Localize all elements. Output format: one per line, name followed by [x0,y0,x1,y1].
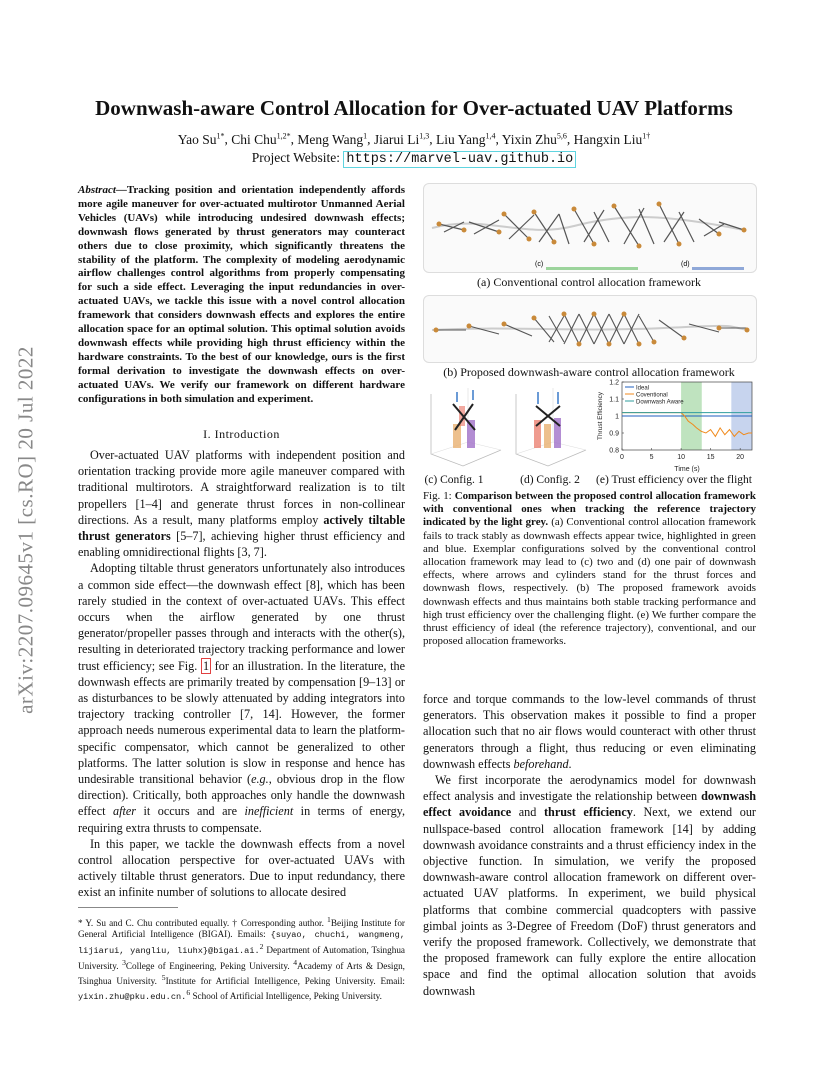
y-tick-label: 1.2 [609,379,619,387]
y-tick-label: 0.9 [609,430,619,438]
uav-trajectory-proposed [424,296,756,362]
author: Liu Yang$^{1,4}$ [436,131,496,147]
author: Yao $Su^{1*}$ [177,131,225,147]
intro-paragraph-5: We first incorporate the aerodynamics model for downwash effect analysis and investigate the relationship between downwash effect avoidance and thrust efficiency. Next, we extend our nullspace-based control allocation framework [14] by adding downwash avoidance constraints and a thrust efficiency index in the objective function. In simulation, we verify the proposed downwash-aware control allocation framework on different over-actuated UAV platforms. In experiment, we build physical platforms that combine commercial quadcopters with passive gimbal joints as 3-Degree of Freedom (DoF) thrust generators and verify the proposed framework. Collectively, we demonstrate that the proposed framework can fully explore the entire allocation space and find the optimal allocation solution that avoids downwash [423,773,756,998]
section-heading-introduction: I. Introduction [203,427,280,441]
author-list: Yao $Su^{1*}$, Chi Chu$^{1,2*}$, Meng Wang$^1$, Jiarui Li$^{1,3}$, Liu Yang$^{1,4}$, Yixin Zhu$^{5,6}$, Hangxin Liu$^{1\dagger}$ [177,131,651,147]
intro-right-column [423,691,756,999]
legend-entry: Coventional [636,392,668,399]
marker-c: (c) [535,261,544,268]
uav-trajectory-conventional [424,184,756,272]
x-tick-label: 15 [706,454,715,461]
project-website [0,150,828,167]
green-highlight-bar [546,267,638,270]
y-tick-label: 1 [615,413,619,421]
x-axis-label: Time (s) [674,466,700,473]
author: Chi Chu$^{1,2*}$ [231,131,291,147]
figure-1-caption: Fig. 1: Comparison between the proposed control allocation framework with conventional ones when tracking the reference trajectory indicated by the light grey. (a) Conventional control allocation framework fails to track stably as downwash effects appear twice, highlighted in green and blue. Exemplar configurations solved by the conventional control allocation framework may lead to (c) two and (d) one pair of downwash effects, where arrows and cylinders stand for the thrust forces and downwash flows, respectively. (b) The proposed framework avoids downwash effects and thus maintains both stable tracking performance and high trust efficiency over the challenging flight. (e) We further compare the thrust efficiency of ideal (the reference trajectory), conventional, and our proposed allocation frameworks. [423,490,756,648]
caption-panel-c: (c) Config. 1 [424,474,484,486]
abstract [78,184,405,407]
abstract-text: Tracking position and orientation independently affords more agile maneuver for over-actuated multirotor Unmanned Aerial Vehicles (UAVs) while introducing undesired downwash effects; downwash flows generated by thrust generators may counteract others due to close proximity, which significantly threatens the stability of the platform. The complexity of modeling aerodynamic airflow challenges control algorithms from properly compensating for such a side effect. Leveraging the input redundancies in over-actuated UAVs, we tackle this issue with a novel control allocation framework that considers downwash effects and explores the entire allocation space for an optimal solution. This optimal solution avoids downwash effects while providing high thrust efficiency within the hardware constraints. To the best of our knowledge, ours is the first formal derivation to investigate the downwash effects on over-actuated UAVs. We verify our framework on different hardware configurations in both simulation and experiment. [78,184,405,405]
figure-panel-e [592,376,756,476]
author: Hangxin Liu$^{1\dagger}$ [573,131,651,147]
caption-panel-d: (d) Config. 2 [520,474,580,486]
x-tick-label: 20 [736,454,745,461]
thrust-efficiency-chart [592,376,756,476]
caption-panel-e: (e) Trust efficiency over the flight [596,474,752,486]
author: Yixin Zhu$^{5,6}$ [501,131,567,147]
caption-panel-b: (b) Proposed downwash-aware control allocation framework [443,365,735,379]
x-tick-label: 10 [677,454,685,461]
figure-panel-a [423,183,757,273]
paper-title: Downwash-aware Control Allocation for Over-actuated UAV Platforms [95,96,733,120]
x-tick-label: 0 [620,454,624,461]
arxiv-id: arXiv:2207.09645v1 [cs.RO] 20 Jul 2022 [13,346,38,714]
intro-left-column [78,447,405,901]
footnote: * Y. Su and C. Chu contributed equally. † Corresponding author. $^1$Beijing Institute for General Artificial Intelligence (BIGAI). Emails: {suyao, chuchi, wangmeng, lijiarui, yangliu, liuhx}@bigai.ai.$^2$ Department of Automation, Tsinghua University. $^3$College of Engineering, Peking University. $^4$Academy of Arts & Design, Tsinghua University. $^5$Institute for Artificial Intelligence, Peking University. Email: yixin.zhu@pku.edu.cn.$^6$ School of Artificial Intelligence, Peking University. [78,915,406,1003]
marker-d: (d) [681,261,690,268]
figure-panel-c [423,384,505,470]
intro-paragraph-1: Over-actuated UAV platforms with independent position and orientation tracking provide more agile maneuver compared with traditional multirotors. A straightforward realization is to tilt propellers [1–4] and generate thrust forces in non-collinear directions. As a result, many platforms employ actively tiltable thrust generators [5–7], achieving higher thrust efficiency and enabling omnidirectional flights [3, 7]. [78,448,405,560]
y-tick-label: 1.1 [609,396,619,404]
figure-panel-b [423,295,757,363]
config-2-3d-plot [508,384,590,470]
intro-paragraph-2: Adopting tiltable thrust generators unfortunately also introduces a common side effect—the downwash effect [8], which has been rarely studied in the context of over-actuated UAVs. This effect occurs when the airflow generated by one thrust generator/propeller passes through and interacts with the other(s), resulting in deteriorated trajectory tracking performance and lower trust efficiency; see Fig. 1 for an illustration. In the literature, the downwash effects are primarily treated by compensation [9–13] or as disturbances to be slowly attenuated by adding integrators into trajectory tracking controller [7, 14]. However, the former approach needs numerous experimental data to learn the platform-specific compensator, which cannot be generalized to other platforms. The latter solution is slow in response and hence has undesirable transitional behavior (e.g., obvious drop in the flow direction). Critically, both approaches only handle the downwash effect after it occurs and are inefficient in terms of energy, requiring extra thrusts to compensate. [78,561,406,835]
x-tick-label: 5 [649,454,654,461]
arxiv-sidebar [8,300,44,760]
fig-1-link[interactable]: 1 [202,658,210,673]
config-1-3d-plot [423,384,505,470]
abstract-label: Abstract— [78,184,127,196]
blue-highlight-bar [692,267,744,270]
legend-entry: Ideal [636,385,650,392]
project-url-link[interactable]: https://marvel-uav.github.io [343,151,576,168]
figure-panel-d [508,384,590,470]
legend-entry: Downwash Aware [636,399,684,406]
y-axis-label: Thrust Efficiency [597,392,604,440]
author: Meng Wang$^1$ [297,131,368,147]
intro-paragraph-4: force and torque commands to the low-level commands of thrust generators. This observation makes it possible to find a proper allocation such that no air flows would counteract with other thrust generators through a flight, thus reducing or even eliminating downwash effects beforehand. [423,692,756,771]
y-tick-label: 0.8 [609,447,619,455]
project-label: Project Website: [251,150,341,165]
caption-panel-a: (a) Conventional control allocation framework [477,275,701,289]
intro-paragraph-3: In this paper, we tackle the downwash effects from a novel control allocation perspective for over-actuated UAVs with actively tiltable thrust generators. Due to input redundancy, there exist an infinite number of solutions to allocate desired [78,836,405,900]
author: Jiarui Li$^{1,3}$ [373,131,430,147]
footnote-rule [78,907,178,908]
